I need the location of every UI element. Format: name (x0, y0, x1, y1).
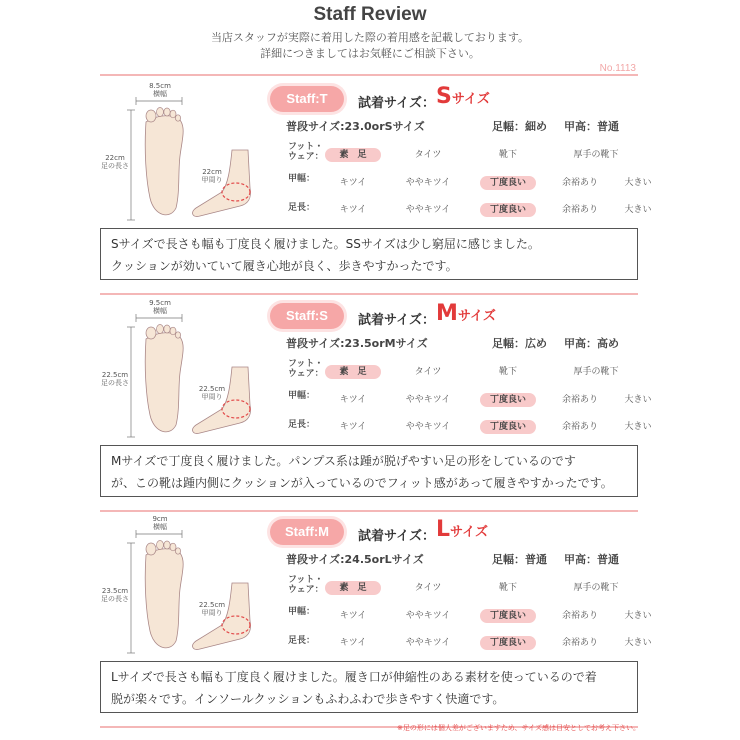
foot-width-label: 足幅： (492, 553, 525, 566)
comment-line-2: が、この靴は踵内側にクッションが入っているのでフィット感があって履きやすかったです。 (111, 476, 613, 490)
row-label-length: 足長： (288, 420, 316, 430)
footwear-option: 厚手の靴下 (573, 583, 619, 593)
instep-fit-option: 丁度良い (480, 609, 536, 623)
tried-size-suffix: サイズ (457, 309, 496, 324)
tried-size-value (436, 84, 490, 109)
foot-width (492, 335, 547, 351)
footwear-label-1: フット・ (288, 359, 324, 369)
girth-value: 22cm (202, 168, 222, 176)
instep-fit-option: 大きい (624, 178, 652, 188)
row-label-footwear (288, 359, 324, 379)
footwear-label-1: フット・ (288, 142, 324, 152)
length-label: 足の長さ (101, 379, 129, 387)
footwear-option: 靴下 (498, 583, 517, 593)
section-divider (100, 293, 638, 295)
instep-fit-option: ややキツイ (405, 611, 451, 621)
foot-width-value: 普通 (525, 553, 547, 566)
comment-line-2: クッションが効いていて履き心地が良く、歩きやすかったです。 (111, 259, 458, 273)
length-fit-option: 大きい (624, 205, 652, 215)
footwear-label-2: ウェア： (288, 152, 324, 162)
footwear-option: タイツ (414, 367, 442, 377)
tried-size-letter: M (436, 301, 458, 326)
length-fit-option: 余裕あり (561, 205, 598, 215)
length-fit-option: ややキツイ (405, 205, 451, 215)
instep-fit-option: 丁度良い (480, 176, 536, 190)
length-fit-option: キツイ (339, 638, 367, 648)
width-value: 8.5cm (149, 82, 171, 90)
length-value: 22cm (105, 154, 125, 162)
footwear-label-2: ウェア： (288, 585, 324, 595)
length-fit-option: キツイ (339, 422, 367, 432)
footwear-label-2: ウェア： (288, 369, 324, 379)
girth-label: 甲周り (201, 609, 223, 617)
staff-badge: Staff:M (270, 519, 344, 545)
doc-number: No.1113 (599, 63, 636, 74)
footwear-option: 素 足 (325, 581, 381, 595)
tried-size-label: 試着サイズ： (358, 96, 435, 111)
row-label-instep: 甲幅： (288, 607, 316, 617)
length-fit-option: ややキツイ (405, 638, 451, 648)
foot-width-label: 足幅： (492, 120, 525, 133)
row-label-instep: 甲幅： (288, 174, 316, 184)
instep-fit-option: 余裕あり (561, 611, 598, 621)
foot-width-value: 広め (525, 337, 547, 350)
instep-fit-option: 丁度良い (480, 393, 536, 407)
subtitle-line-1: 当店スタッフが実際に着用した際の着用感を記載しております。 (210, 31, 530, 44)
foot-width-label: 足幅： (492, 337, 525, 350)
girth-label: 甲周り (201, 393, 223, 401)
footnote: ※足の形には個人差がございますため、サイズ感は目安としてお考え下さい。 (396, 724, 640, 732)
tried-size-suffix: サイズ (450, 525, 488, 540)
tried-size-label: 試着サイズ： (358, 313, 435, 328)
length-fit-option: キツイ (339, 205, 367, 215)
length-label: 足の長さ (101, 595, 129, 603)
width-value: 9cm (152, 515, 168, 523)
usual-size-value: 23.5orMサイズ (344, 337, 428, 350)
width-value: 9.5cm (149, 299, 171, 307)
footwear-option: タイツ (414, 583, 442, 593)
tried-size-letter: S (436, 84, 452, 109)
header-divider (100, 74, 638, 76)
instep-fit-option: ややキツイ (405, 395, 451, 405)
usual-size-label: 普段サイズ: (286, 553, 345, 566)
tried-size-value (436, 517, 488, 542)
review-comment (100, 445, 638, 497)
girth-value: 22.5cm (198, 385, 226, 393)
tried-size-suffix: サイズ (451, 92, 490, 107)
instep-fit-option: キツイ (339, 178, 367, 188)
length-label: 足の長さ (101, 162, 129, 170)
length-fit-option: 余裕あり (561, 638, 598, 648)
section-divider (100, 510, 638, 512)
instep-fit-option: ややキツイ (405, 178, 451, 188)
instep-fit-option: キツイ (339, 395, 367, 405)
usual-size (286, 335, 428, 351)
footwear-option: 厚手の靴下 (573, 150, 619, 160)
row-label-footwear (288, 575, 324, 595)
comment-line-2: 脱が楽々です。インソールクッションもふわふわで歩きやすく快適です。 (111, 692, 505, 706)
foot-width (492, 118, 547, 134)
length-fit-option: 大きい (624, 638, 652, 648)
footwear-label-1: フット・ (288, 575, 324, 585)
footwear-option: 素 足 (325, 148, 381, 162)
length-fit-option: 丁度良い (480, 420, 536, 434)
row-label-length: 足長： (288, 203, 316, 213)
instep-height (564, 118, 619, 134)
tried-size-label: 試着サイズ： (358, 529, 435, 544)
instep-fit-option: キツイ (339, 611, 367, 621)
usual-size-label: 普段サイズ: (286, 120, 345, 133)
instep-fit-option: 大きい (624, 611, 652, 621)
foot-diagram (100, 513, 275, 663)
staff-badge: Staff:T (270, 86, 344, 112)
usual-size-label: 普段サイズ: (286, 337, 345, 350)
width-label: 横幅 (153, 90, 167, 98)
foot-diagram (100, 80, 275, 230)
usual-size-value: 23.0orSサイズ (344, 120, 425, 133)
girth-label: 甲周り (201, 176, 223, 184)
staff-badge: Staff:S (270, 303, 344, 329)
review-section-2 (100, 297, 652, 517)
instep-height-value: 普通 (597, 120, 619, 133)
review-section-1 (100, 80, 652, 300)
width-label: 横幅 (153, 307, 167, 315)
foot-width-value: 細め (525, 120, 547, 133)
foot-diagram (100, 297, 275, 447)
foot-width (492, 551, 547, 567)
review-comment (100, 661, 638, 713)
comment-line-1: Lサイズで長さも幅も丁度良く履けました。履き口が伸縮性のある素材を使っているので着 (111, 670, 597, 684)
instep-fit-option: 大きい (624, 395, 652, 405)
width-label: 横幅 (153, 523, 167, 531)
page-title: Staff Review (313, 4, 427, 25)
row-label-footwear (288, 142, 324, 162)
comment-line-1: Mサイズで丁度良く履けました。パンプス系は踵が脱げやすい足の形をしているのです (111, 454, 576, 468)
instep-height-value: 普通 (597, 553, 619, 566)
girth-value: 22.5cm (198, 601, 226, 609)
footwear-option: 靴下 (498, 150, 517, 160)
usual-size-value: 24.5orLサイズ (344, 553, 424, 566)
tried-size-letter: L (436, 517, 451, 542)
instep-height-label: 甲高： (564, 120, 597, 133)
instep-fit-option: 余裕あり (561, 178, 598, 188)
row-label-instep: 甲幅： (288, 391, 316, 401)
instep-height (564, 335, 619, 351)
instep-height-label: 甲高： (564, 553, 597, 566)
tried-size-value (436, 301, 496, 326)
instep-height-value: 高め (597, 337, 619, 350)
review-comment (100, 228, 638, 280)
usual-size (286, 118, 425, 134)
length-fit-option: 余裕あり (561, 422, 598, 432)
length-value: 23.5cm (101, 587, 129, 595)
length-fit-option: 大きい (624, 422, 652, 432)
length-fit-option: ややキツイ (405, 422, 451, 432)
instep-fit-option: 余裕あり (561, 395, 598, 405)
row-label-length: 足長： (288, 636, 316, 646)
footwear-option: 靴下 (498, 367, 517, 377)
instep-height-label: 甲高： (564, 337, 597, 350)
length-fit-option: 丁度良い (480, 636, 536, 650)
comment-line-1: Sサイズで長さも幅も丁度良く履けました。SSサイズは少し窮屈に感じました。 (111, 237, 540, 251)
footwear-option: 厚手の靴下 (573, 367, 619, 377)
review-section-3 (100, 513, 652, 733)
usual-size (286, 551, 424, 567)
length-fit-option: 丁度良い (480, 203, 536, 217)
length-value: 22.5cm (101, 371, 129, 379)
subtitle-line-2: 詳細につきましてはお気軽にご相談下さい。 (260, 47, 480, 60)
footwear-option: 素 足 (325, 365, 381, 379)
instep-height (564, 551, 619, 567)
footwear-option: タイツ (414, 150, 442, 160)
